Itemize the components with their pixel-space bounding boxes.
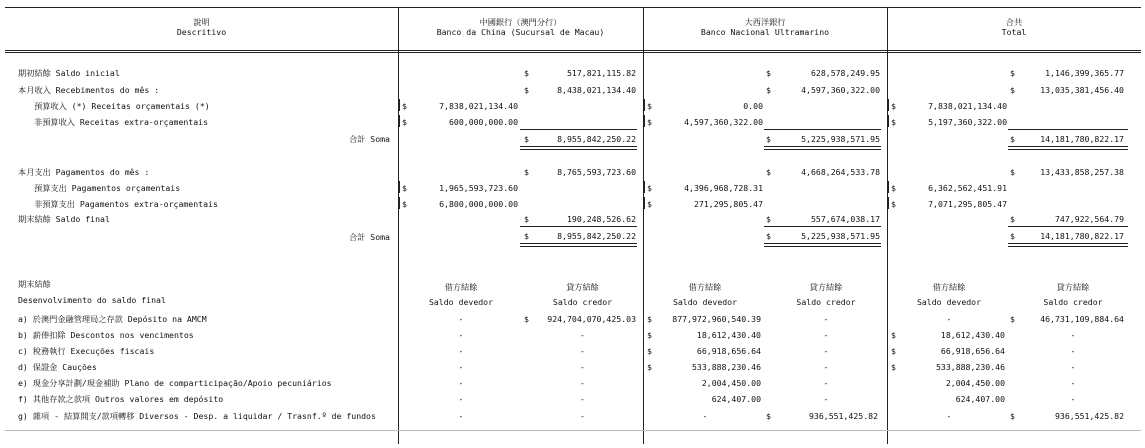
item-e-bnu-cred: - xyxy=(823,378,829,388)
item-d-tot-cred: - xyxy=(1070,362,1076,372)
sum-rule xyxy=(1008,226,1128,227)
item-b-label: b) 薪俸扣除 Descontos nos vencimentos xyxy=(18,330,194,340)
item-a-bnu-cred: - xyxy=(823,314,829,324)
currency-sign: $ xyxy=(891,346,896,356)
recebimentos-boc: 8,438,021,134.40 xyxy=(557,85,636,95)
receitas-orc-label: 預算收入 (*) Receitas orçamentais (*) xyxy=(34,101,210,111)
currency-sign: $ xyxy=(891,199,896,209)
item-d-boc-dev: - xyxy=(458,362,464,372)
item-g-boc-dev: - xyxy=(458,411,464,421)
currency-sign: $ xyxy=(1010,231,1015,241)
currency-sign: $ xyxy=(524,167,529,177)
pag-extra-boc: 6,800,000,000.00 xyxy=(439,199,518,209)
sub-bracket xyxy=(644,99,645,111)
currency-sign: $ xyxy=(647,346,652,356)
bnu-dev-pt: Saldo devedor xyxy=(672,297,738,307)
saldo-inicial-bnu: 628,578,249.95 xyxy=(810,68,880,78)
pag-orc-boc: 1,965,593,723.60 xyxy=(439,183,518,193)
item-f-bnu-cred: - xyxy=(823,394,829,404)
currency-sign: $ xyxy=(766,134,771,144)
currency-sign: $ xyxy=(1010,411,1015,421)
col-divider-2 xyxy=(643,7,644,444)
receitas-extra-label: 非預算收入 Receitas extra-orçamentais xyxy=(34,117,209,127)
item-f-tot-dev: 624,407.00 xyxy=(955,394,1005,404)
currency-sign: $ xyxy=(891,330,896,340)
currency-sign: $ xyxy=(766,167,771,177)
item-d-tot-dev: 533,888,230.46 xyxy=(935,362,1005,372)
pagamentos-boc: 8,765,593,723.60 xyxy=(557,167,636,177)
currency-sign: $ xyxy=(766,214,771,224)
item-c-label: c) 稅務執行 Execuções fiscais xyxy=(18,346,155,356)
bnu-cred-zh: 貸方結餘 xyxy=(809,282,843,292)
currency-sign: $ xyxy=(647,101,652,111)
item-a-boc-cred: 924,704,070,425.03 xyxy=(547,314,636,324)
col-bnu-zh: 大西洋銀行 xyxy=(744,17,786,27)
item-e-boc-dev: - xyxy=(458,378,464,388)
currency-sign: $ xyxy=(1010,68,1015,78)
receitas-orc-bnu: 0.00 xyxy=(743,101,763,111)
currency-sign: $ xyxy=(1010,134,1015,144)
currency-sign: $ xyxy=(891,362,896,372)
item-d-boc-cred: - xyxy=(580,362,585,372)
pagamentos-label: 本月支出 Pagamentos do mês : xyxy=(18,167,150,177)
sum-rule xyxy=(1008,129,1128,130)
recebimentos-total: 13,035,381,456.40 xyxy=(1040,85,1124,95)
soma-2-label: 合計 Soma xyxy=(348,232,390,242)
bottom-border xyxy=(5,430,1141,431)
item-g-tot-cred: 936,551,425.82 xyxy=(1054,411,1124,421)
item-b-boc-dev: - xyxy=(458,330,464,340)
boc-dev-pt: Saldo devedor xyxy=(428,297,494,307)
item-a-label: a) 於澳門金融管理局之存款 Depósito na AMCM xyxy=(18,314,207,324)
tot-cred-zh: 貸方結餘 xyxy=(1056,282,1090,292)
soma-1-label: 合計 Soma xyxy=(348,134,390,144)
double-rule xyxy=(764,146,881,150)
item-c-bnu-cred: - xyxy=(823,346,829,356)
item-e-bnu-dev: 2,004,450.00 xyxy=(701,378,761,388)
pag-extra-bnu: 271,295,805.47 xyxy=(693,199,763,209)
item-c-tot-dev: 66,918,656.64 xyxy=(940,346,1005,356)
saldo-inicial-label: 期初結餘 Saldo inicial xyxy=(18,68,120,78)
item-e-tot-cred: - xyxy=(1070,378,1076,388)
currency-sign: $ xyxy=(647,183,652,193)
currency-sign: $ xyxy=(524,85,529,95)
sub-bracket xyxy=(399,181,400,193)
currency-sign: $ xyxy=(647,330,652,340)
recebimentos-bnu: 4,597,360,322.00 xyxy=(801,85,880,95)
double-rule xyxy=(764,243,881,247)
col-divider-1 xyxy=(398,7,399,444)
item-f-tot-cred: - xyxy=(1070,394,1076,404)
header-divider xyxy=(5,50,1141,51)
sub-bracket xyxy=(644,197,645,209)
item-d-label: d) 保證金 Cauções xyxy=(18,362,97,372)
item-f-boc-dev: - xyxy=(458,394,464,404)
dev-title-zh: 期末結餘 xyxy=(18,279,51,289)
item-g-tot-dev: - xyxy=(946,411,952,421)
currency-sign: $ xyxy=(766,231,771,241)
currency-sign: $ xyxy=(402,101,407,111)
currency-sign: $ xyxy=(891,101,896,111)
col-total-zh: 合共 xyxy=(1005,17,1023,27)
item-a-boc-dev: - xyxy=(458,314,464,324)
item-c-bnu-dev: 66,918,656.64 xyxy=(696,346,761,356)
item-b-tot-cred: - xyxy=(1070,330,1076,340)
saldo-inicial-total: 1,146,399,365.77 xyxy=(1045,68,1124,78)
receitas-extra-total: 5,197,360,322.00 xyxy=(928,117,1007,127)
sub-bracket xyxy=(888,115,889,127)
item-g-bnu-dev: - xyxy=(702,411,708,421)
item-b-bnu-dev: 18,612,430.40 xyxy=(696,330,761,340)
sub-bracket xyxy=(399,115,400,127)
soma-1-boc: 8,955,842,250.22 xyxy=(557,134,636,144)
col-divider-3 xyxy=(887,7,888,444)
pag-extra-label: 非預算支出 Pagamentos extra-orçamentais xyxy=(34,199,218,209)
sub-bracket xyxy=(888,181,889,193)
col-total-pt: Total xyxy=(1001,27,1027,37)
currency-sign: $ xyxy=(524,134,529,144)
currency-sign: $ xyxy=(402,199,407,209)
item-a-tot-cred: 46,731,109,884.64 xyxy=(1040,314,1124,324)
col-boc-zh: 中國銀行（澳門分行） xyxy=(479,17,562,27)
item-c-boc-dev: - xyxy=(458,346,464,356)
top-border xyxy=(5,7,1141,8)
col-desc-pt: Descritivo xyxy=(176,27,227,37)
receitas-orc-total: 7,838,021,134.40 xyxy=(928,101,1007,111)
currency-sign: $ xyxy=(1010,214,1015,224)
receitas-extra-bnu: 4,597,360,322.00 xyxy=(684,117,763,127)
currency-sign: $ xyxy=(524,214,529,224)
bnu-cred-pt: Saldo credor xyxy=(796,297,856,307)
boc-dev-zh: 借方結餘 xyxy=(444,282,478,292)
tot-cred-pt: Saldo credor xyxy=(1043,297,1103,307)
sum-rule xyxy=(764,226,881,227)
col-desc-zh: 說明 xyxy=(193,17,210,27)
item-b-boc-cred: - xyxy=(580,330,585,340)
currency-sign: $ xyxy=(647,199,652,209)
pag-extra-total: 7,071,295,805.47 xyxy=(928,199,1007,209)
currency-sign: $ xyxy=(766,411,771,421)
item-c-boc-cred: - xyxy=(580,346,585,356)
pagamentos-total: 13,433,858,257.38 xyxy=(1040,167,1124,177)
sub-bracket xyxy=(644,181,645,193)
currency-sign: $ xyxy=(1010,314,1015,324)
item-f-label: f) 其他存款之款項 Outros valores em depósito xyxy=(18,394,224,404)
tot-dev-zh: 借方結餘 xyxy=(932,282,966,292)
col-boc-pt: Banco da China (Sucursal de Macau) xyxy=(436,27,605,37)
item-e-label: e) 現金分享計劃/現金補助 Plano de comparticipação/Apoio pecuniários xyxy=(18,378,332,388)
item-d-bnu-cred: - xyxy=(823,362,829,372)
currency-sign: $ xyxy=(647,117,652,127)
item-e-boc-cred: - xyxy=(580,378,585,388)
soma-2-boc: 8,955,842,250.22 xyxy=(557,231,636,241)
soma-1-bnu: 5,225,938,571.95 xyxy=(801,134,880,144)
currency-sign: $ xyxy=(402,117,407,127)
col-bnu-pt: Banco Nacional Ultramarino xyxy=(700,27,830,37)
boc-cred-pt: Saldo credor xyxy=(552,297,613,307)
soma-2-total: 14,181,780,822.17 xyxy=(1040,231,1124,241)
dev-title-pt: Desenvolvimento do saldo final xyxy=(18,295,166,305)
double-rule xyxy=(1008,146,1128,150)
double-rule xyxy=(520,243,637,247)
item-g-boc-cred: - xyxy=(580,411,585,421)
saldo-final-boc: 190,248,526.62 xyxy=(566,214,636,224)
pag-orc-bnu: 4,396,968,728.31 xyxy=(684,183,763,193)
item-g-bnu-cred: 936,551,425.82 xyxy=(808,411,878,421)
item-a-bnu-dev: 877,972,960,540.39 xyxy=(672,314,761,324)
item-a-tot-dev: - xyxy=(946,314,952,324)
currency-sign: $ xyxy=(1010,85,1015,95)
saldo-final-bnu: 557,674,038.17 xyxy=(810,214,880,224)
currency-sign: $ xyxy=(524,68,529,78)
item-b-bnu-cred: - xyxy=(823,330,829,340)
sum-rule xyxy=(520,129,637,130)
boc-cred-zh: 貸方結餘 xyxy=(566,282,599,292)
saldo-final-label: 期末結餘 Saldo final xyxy=(18,214,110,224)
currency-sign: $ xyxy=(524,314,529,324)
saldo-final-total: 747,922,564.79 xyxy=(1054,214,1124,224)
recebimentos-label: 本月收入 Recebimentos do mês : xyxy=(18,85,160,95)
currency-sign: $ xyxy=(891,117,896,127)
pagamentos-bnu: 4,668,264,533.78 xyxy=(801,167,880,177)
double-rule xyxy=(520,146,637,150)
tot-dev-pt: Saldo devedor xyxy=(916,297,982,307)
item-f-bnu-dev: 624,407.00 xyxy=(711,394,761,404)
pag-orc-total: 6,362,562,451.91 xyxy=(928,183,1007,193)
currency-sign: $ xyxy=(647,362,652,372)
sub-bracket xyxy=(888,99,889,111)
item-f-boc-cred: - xyxy=(580,394,585,404)
sub-bracket xyxy=(399,197,400,209)
item-g-label: g) 雜項 - 結算開支/款項轉移 Diversos - Desp. a liquidar / Trasnf.º de fundos xyxy=(18,411,376,421)
soma-1-total: 14,181,780,822.17 xyxy=(1040,134,1124,144)
soma-2-bnu: 5,225,938,571.95 xyxy=(801,231,880,241)
currency-sign: $ xyxy=(891,183,896,193)
saldo-inicial-boc: 517,821,115.82 xyxy=(566,68,636,78)
item-e-tot-dev: 2,004,450.00 xyxy=(945,378,1005,388)
sum-rule xyxy=(520,226,637,227)
currency-sign: $ xyxy=(402,183,407,193)
pag-orc-label: 預算支出 Pagamentos orçamentais xyxy=(34,183,181,193)
sum-rule xyxy=(764,129,881,130)
sub-bracket xyxy=(399,99,400,111)
sub-bracket xyxy=(888,197,889,209)
currency-sign: $ xyxy=(766,85,771,95)
currency-sign: $ xyxy=(647,314,652,324)
item-b-tot-dev: 18,612,430.40 xyxy=(940,330,1005,340)
bnu-dev-zh: 借方結餘 xyxy=(688,282,722,292)
section-divider xyxy=(5,52,1141,53)
currency-sign: $ xyxy=(766,68,771,78)
currency-sign: $ xyxy=(524,231,529,241)
item-d-bnu-dev: 533,888,230.46 xyxy=(691,362,761,372)
sub-bracket xyxy=(644,115,645,127)
currency-sign: $ xyxy=(1010,167,1015,177)
double-rule xyxy=(1008,243,1128,247)
item-c-tot-cred: - xyxy=(1070,346,1076,356)
receitas-orc-boc: 7,838,021,134.40 xyxy=(439,101,518,111)
receitas-extra-boc: 600,000,000.00 xyxy=(448,117,518,127)
